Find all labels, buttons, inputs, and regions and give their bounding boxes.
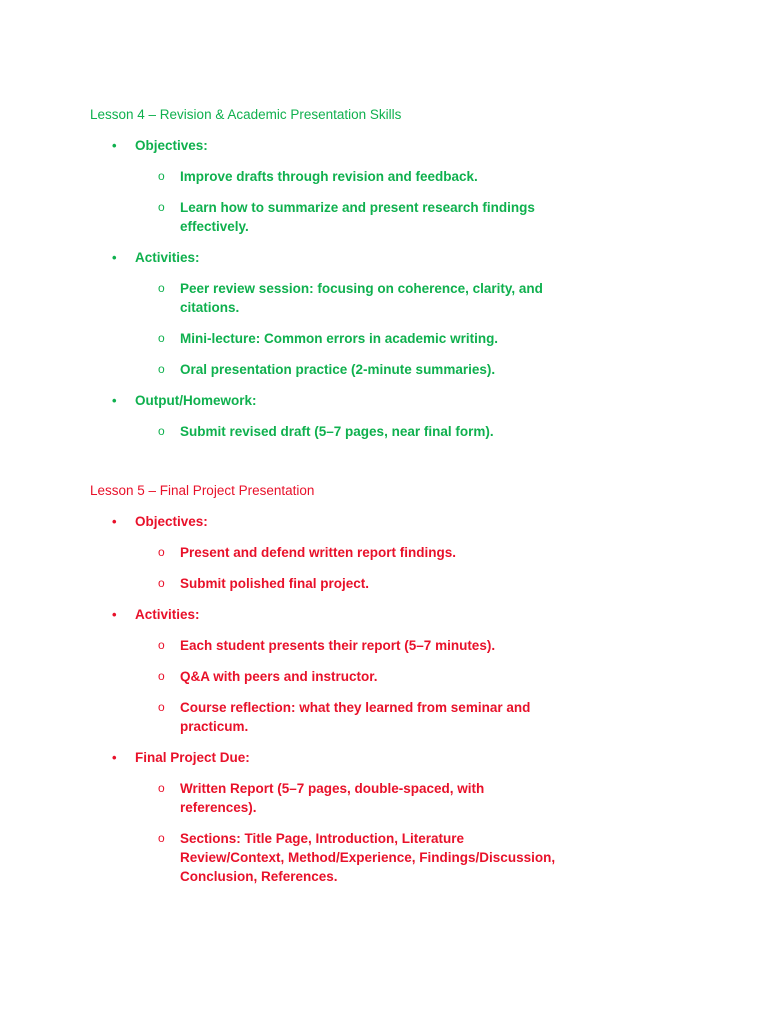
lesson-5-title: Lesson 5 – Final Project Presentation [90,483,315,498]
sub-bullet-icon: o [158,281,165,295]
sub-bullet-icon: o [158,831,165,845]
lesson-4-activities [90,248,650,379]
list-item-text: Learn how to summarize and present research findings effectively. [180,200,535,234]
section-heading-label: Activities: [135,250,200,265]
bullet-icon: • [112,607,117,622]
list-item [90,167,560,186]
section-heading-label: Output/Homework: [135,393,257,408]
list-item-text: Oral presentation practice (2-minute summaries). [180,362,496,377]
list-item [90,574,560,593]
section-heading [90,248,650,267]
list-item [90,329,560,348]
section-heading [90,748,650,767]
list-item [90,779,560,817]
list-item [90,667,560,686]
list-item [90,698,560,736]
bullet-icon: • [112,393,117,408]
sub-bullet-icon: o [158,781,165,795]
lesson-5-final-project [90,748,650,886]
sub-bullet-icon: o [158,362,165,376]
sub-bullet-icon: o [158,638,165,652]
list-item-text: Q&A with peers and instructor. [180,669,378,684]
lesson-5-objectives [90,512,650,593]
list-item-text: Improve drafts through revision and feedback. [180,169,478,184]
list-item-text: Present and defend written report findings. [180,545,457,560]
sub-bullet-icon: o [158,545,165,559]
list-item [90,636,560,655]
sub-bullet-icon: o [158,700,165,714]
lesson-4-objectives [90,136,650,236]
lesson-5-section [90,481,650,898]
sub-bullet-icon: o [158,331,165,345]
section-heading-label: Activities: [135,607,200,622]
list-item-text: Submit polished final project. [180,576,370,591]
section-heading [90,512,650,531]
sub-bullet-icon: o [158,200,165,214]
bullet-icon: • [112,250,117,265]
section-heading-label: Final Project Due: [135,750,250,765]
list-item-text: Written Report (5–7 pages, double-spaced, with references). [180,781,485,815]
sub-bullet-icon: o [158,424,165,438]
list-item [90,422,560,441]
sub-bullet-icon: o [158,169,165,183]
section-heading [90,605,650,624]
lesson-4-output [90,391,650,441]
list-item-text: Submit revised draft (5–7 pages, near final form). [180,424,494,439]
bullet-icon: • [112,514,117,529]
list-item [90,543,560,562]
section-heading [90,136,650,155]
section-heading-label: Objectives: [135,138,208,153]
list-item [90,279,560,317]
bullet-icon: • [112,750,117,765]
list-item-text: Each student presents their report (5–7 minutes). [180,638,496,653]
bullet-icon: • [112,138,117,153]
list-item-text: Course reflection: what they learned from seminar and practicum. [180,700,531,734]
list-item [90,360,560,379]
list-item-text: Mini-lecture: Common errors in academic writing. [180,331,499,346]
list-item [90,829,560,886]
list-item-text: Sections: Title Page, Introduction, Literature Review/Context, Method/Experience, Findings/Discussion, Conclusion, References. [180,831,556,884]
list-item-text: Peer review session: focusing on coherence, clarity, and citations. [180,281,543,315]
sub-bullet-icon: o [158,669,165,683]
list-item [90,198,560,236]
lesson-4-title: Lesson 4 – Revision & Academic Presentation Skills [90,107,402,122]
section-heading-label: Objectives: [135,514,208,529]
lesson-4-section [90,105,650,453]
lesson-5-activities [90,605,650,736]
section-heading [90,391,650,410]
sub-bullet-icon: o [158,576,165,590]
